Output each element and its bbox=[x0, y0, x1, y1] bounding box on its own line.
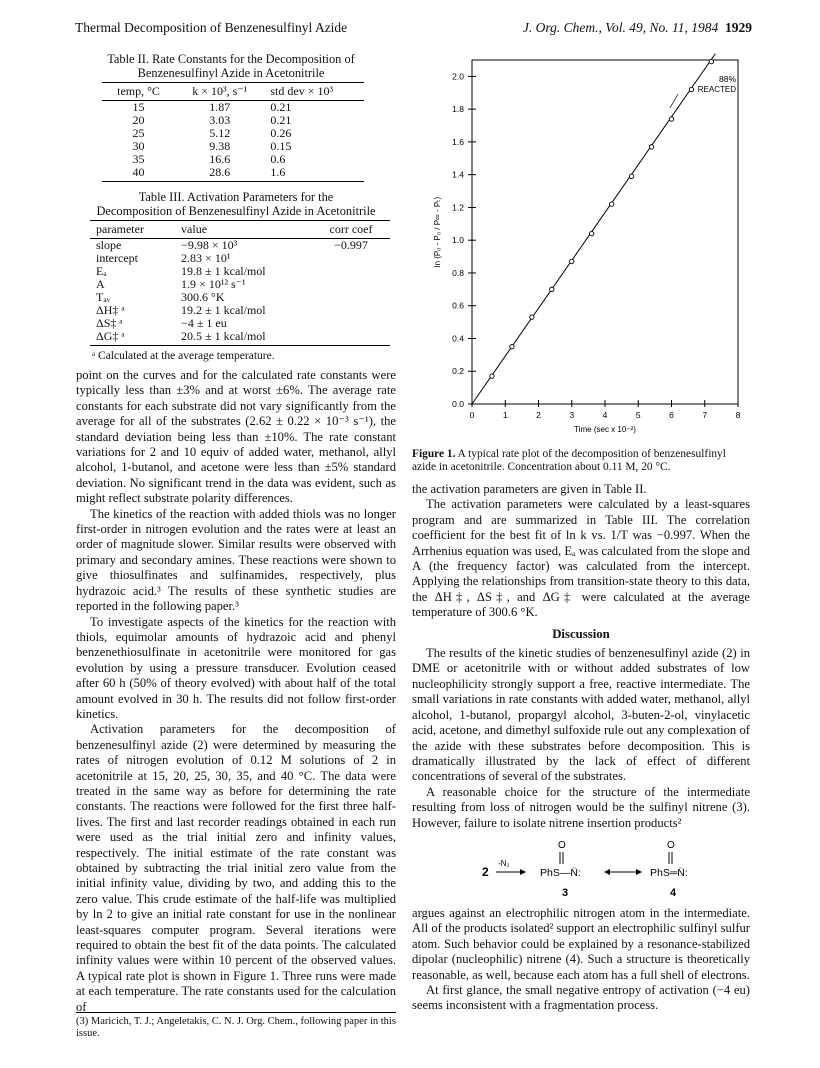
table-cell bbox=[312, 278, 390, 291]
table-cell: intercept bbox=[96, 251, 138, 265]
table-header-cell: value bbox=[175, 221, 312, 239]
table-cell: 0.21 bbox=[270, 100, 292, 114]
chart-annotation bbox=[670, 74, 736, 108]
x-tick-label: 8 bbox=[735, 410, 741, 420]
table-cell: ΔG‡ ᵃ bbox=[90, 330, 175, 346]
x-tick-label: 4 bbox=[602, 410, 608, 420]
table-cell: 1.87 bbox=[209, 100, 231, 114]
paragraph: A reasonable choice for the structure of the intermediate resulting from loss of nitrogen would be the sulfinyl nitrene (3). However, failure to isolate nitrene insertion products² bbox=[412, 784, 750, 830]
table-cell: 15 bbox=[132, 100, 145, 114]
table-3-footnote: ᵃ Calculated at the average temperature. bbox=[92, 350, 275, 362]
right-column-text-continued bbox=[412, 906, 750, 1014]
data-point bbox=[510, 344, 514, 348]
table-2-caption-line1: Table II. Rate Constants for the Decomposition of bbox=[107, 52, 355, 66]
data-point bbox=[709, 59, 713, 63]
scheme-reactant-2: 2 bbox=[482, 865, 489, 879]
table-2-grid bbox=[102, 82, 364, 182]
fit-line bbox=[472, 54, 715, 404]
plot-frame bbox=[472, 60, 738, 404]
table-cell: 1.9 × 10¹² s⁻¹ bbox=[181, 277, 246, 291]
scheme-structure-4: PhS═N̈: bbox=[650, 867, 688, 879]
chart-marks bbox=[472, 54, 715, 404]
x-tick-label: 5 bbox=[635, 410, 641, 420]
paragraph: argues against an electrophilic nitrogen atom in the intermediate. All of the products isolated² support an electrophilic sulfinyl sulfur atom. Such behavior could be explained by a resonance-stabilized dipolar (nucleophilic) nitrene (4). Such a structure is theoretically reasonable, as well, because each atom has a full shell of electrons. bbox=[412, 906, 750, 982]
y-tick-label: 2.0 bbox=[452, 71, 464, 82]
table-row bbox=[90, 278, 390, 291]
annotation-text: REACTED bbox=[697, 85, 736, 94]
table-cell: Tₐᵥ bbox=[96, 290, 111, 304]
table-header-cell: k × 10³, s⁻¹ bbox=[175, 83, 264, 101]
table-cell: 35 bbox=[132, 152, 145, 166]
scheme-label-3: 3 bbox=[562, 887, 569, 899]
y-tick-label: 1.2 bbox=[452, 202, 464, 213]
scheme-arrowhead bbox=[604, 869, 610, 875]
y-tick-label: 1.4 bbox=[452, 169, 464, 180]
scheme-structure-3: PhS—N̈: bbox=[540, 867, 581, 879]
table-3-caption-line2: Decomposition of Benzenesulfinyl Azide in Acetonitrile bbox=[96, 204, 376, 218]
chart-ticks bbox=[433, 71, 741, 434]
left-column-text bbox=[76, 368, 396, 1015]
x-tick-label: 3 bbox=[569, 410, 575, 420]
paragraph: At first glance, the small negative entropy of activation (−4 eu) seems inconsistent with a fragmentation process. bbox=[412, 983, 750, 1013]
y-axis-label: ln (Pₒ - P₀ / P∞ - Pₜ) bbox=[433, 196, 442, 268]
y-tick-label: 0.8 bbox=[452, 267, 464, 278]
table-header-cell: temp, °C bbox=[102, 83, 175, 101]
table-cell: −0.997 bbox=[334, 238, 368, 252]
table-cell: 30 bbox=[132, 139, 145, 153]
table-cell: −4 ± 1 eu bbox=[181, 316, 227, 330]
table-2 bbox=[76, 52, 386, 182]
table-cell: ΔS‡ ᵃ bbox=[96, 316, 123, 330]
table-row bbox=[90, 330, 390, 346]
scheme-arrowhead bbox=[636, 869, 642, 875]
paragraph: The activation parameters were calculated by a least-squares program and are summarized in Table III. The correlation coefficient for the best fit of ln k vs. 1/T was −0.997. When the Arrhenius equation was used, Eₐ was calculated from the slope and A (the frequency factor) was calculated from the intercept. Applying the relationships from transition-state theory to this data, the ΔH‡, ΔS‡, and ΔG‡ were calculated at the average temperature of 300.6 °K. bbox=[412, 497, 750, 620]
table-3-grid bbox=[90, 220, 390, 346]
scheme-arrow-label: -N₂ bbox=[498, 859, 510, 868]
data-point bbox=[570, 259, 574, 263]
table-cell: 300.6 °K bbox=[181, 290, 225, 304]
table-row bbox=[102, 166, 364, 182]
table-cell bbox=[312, 265, 390, 278]
table-cell: 16.6 bbox=[209, 152, 231, 166]
table-cell bbox=[312, 330, 390, 346]
table-header-cell: std dev × 10³ bbox=[264, 83, 364, 101]
table-cell: 0.15 bbox=[270, 139, 292, 153]
table-cell: 3.03 bbox=[209, 113, 231, 127]
table-3-caption bbox=[76, 190, 396, 218]
table-cell: 19.2 ± 1 kcal/mol bbox=[181, 303, 266, 317]
figure-1-caption bbox=[412, 448, 750, 474]
running-header: Thermal Decomposition of Benzenesulfinyl Azide bbox=[75, 20, 348, 35]
table-3-caption-line1: Table III. Activation Parameters for the bbox=[138, 190, 334, 204]
table-cell bbox=[312, 291, 390, 304]
footnote: (3) Maricich, T. J.; Angeletakis, C. N. J. Org. Chem., following paper in this issue. bbox=[76, 1016, 396, 1039]
table-cell: −9.98 × 10³ bbox=[181, 238, 238, 252]
table-cell: 9.38 bbox=[209, 139, 231, 153]
table-header-cell: corr coef bbox=[312, 221, 390, 239]
paragraph: point on the curves and for the calculated rate constants were typically less than ±3% and at worst ±6%. The average rate constants for each substrate did not vary significantly from the average for all of the substrates (2.62 ± 0.22 × 10⁻³ s⁻¹), the standard deviation being less than ±10%. The rate constant variations for 2 and 10 equiv of added water, methanol, allyl alcohol, 1-butanol, and acetone were less than ±5% standard deviation. No significant trend in the data was evident, such as might reflect substrate polarity differences. bbox=[76, 368, 396, 506]
figure-1-chart bbox=[420, 52, 750, 444]
data-point bbox=[609, 202, 613, 206]
x-tick-label: 7 bbox=[702, 410, 708, 420]
table-3 bbox=[76, 190, 396, 362]
table-row bbox=[90, 239, 390, 253]
data-point bbox=[669, 117, 673, 121]
table-cell bbox=[312, 317, 390, 330]
table-cell: 20.5 ± 1 kcal/mol bbox=[175, 330, 312, 346]
annotation-text: 88% bbox=[718, 74, 736, 84]
data-point bbox=[689, 87, 693, 91]
table-2-caption-line2: Benzenesulfinyl Azide in Acetonitrile bbox=[137, 66, 325, 80]
y-tick-label: 0.2 bbox=[452, 366, 464, 377]
table-cell: 19.8 ± 1 kcal/mol bbox=[181, 264, 266, 278]
x-tick-label: 0 bbox=[469, 410, 475, 420]
table-cell: slope bbox=[96, 238, 122, 252]
data-point bbox=[590, 231, 594, 235]
journal-citation bbox=[523, 20, 752, 36]
chemical-scheme bbox=[470, 836, 730, 902]
paragraph: To investigate aspects of the kinetics for the reaction with thiols, equimolar amounts of hydrazoic acid and phenyl benzenethiosulfinate in acetonitrile were monitored for gas evolution by using a pressure transducer. Evolution ceased after 60 h (50% of theory evolved) with about half of the total amount evolved in 30 h. The results did not follow first-order kinetics. bbox=[76, 614, 396, 721]
y-tick-label: 1.8 bbox=[452, 104, 464, 115]
data-point bbox=[530, 315, 534, 319]
table-cell: Eₐ bbox=[96, 264, 107, 278]
table-cell: 1.6 bbox=[264, 166, 364, 182]
table-cell: 0.26 bbox=[270, 126, 292, 140]
table-cell: 2.83 × 10¹ bbox=[181, 251, 231, 265]
table-row bbox=[102, 101, 364, 115]
figure-caption-text: A typical rate plot of the decomposition of benzenesulfinyl azide in acetonitrile. Concentration about 0.11 M, 20 °C. bbox=[412, 448, 726, 473]
scheme-oxygen-4: O bbox=[667, 840, 675, 851]
y-tick-label: 1.0 bbox=[452, 235, 464, 246]
table-cell: A bbox=[96, 277, 105, 291]
data-point bbox=[490, 374, 494, 378]
table-cell: ΔH‡ ᵃ bbox=[96, 303, 125, 317]
table-cell: 40 bbox=[102, 166, 175, 182]
y-tick-label: 1.6 bbox=[452, 136, 464, 147]
table-cell: 25 bbox=[132, 126, 145, 140]
data-point bbox=[649, 145, 653, 149]
table-row bbox=[90, 304, 390, 317]
x-axis-label: Time (sec x 10⁻²) bbox=[574, 425, 636, 434]
table-cell: 0.21 bbox=[270, 113, 292, 127]
table-cell: 0.6 bbox=[270, 152, 286, 166]
table-header-cell: parameter bbox=[90, 221, 175, 239]
y-tick-label: 0.0 bbox=[452, 399, 464, 409]
section-heading-discussion: Discussion bbox=[552, 626, 610, 641]
table-cell: 20 bbox=[132, 113, 145, 127]
y-tick-label: 0.6 bbox=[452, 300, 464, 311]
x-tick-label: 2 bbox=[536, 410, 541, 420]
chart-axes bbox=[472, 60, 738, 404]
annotation-pointer bbox=[670, 94, 678, 108]
page-number: 1929 bbox=[725, 20, 752, 35]
data-point bbox=[550, 287, 554, 291]
x-tick-label: 6 bbox=[669, 410, 674, 420]
table-cell: 5.12 bbox=[209, 126, 231, 140]
x-tick-label: 1 bbox=[502, 410, 508, 420]
paragraph: The results of the kinetic studies of benzenesulfinyl azide (2) in DME or acetonitrile with or without added substrates of low nucleophilicity strongly support a free, reactive intermediate. The small variations in rate constants with added water, methanol, allyl alcohol, 1-butanol, propargyl alcohol, 3-buten-2-ol, vinylacetic acid, acetone, and dimethyl sulfoxide rule out any complexation of the azide with these substrates before decomposition. This is dramatically illustrated by the lack of effect of different concentrations of several of the substrates. bbox=[412, 646, 750, 784]
scheme-arrowhead bbox=[520, 869, 526, 875]
paragraph: the activation parameters are given in Table II. bbox=[412, 482, 647, 496]
data-point bbox=[629, 174, 633, 178]
figure-label: Figure 1. bbox=[412, 448, 456, 460]
journal-name: J. Org. Chem., Vol. 49, No. 11, 1984 bbox=[522, 20, 719, 35]
table-cell bbox=[312, 304, 390, 317]
y-tick-label: 0.4 bbox=[452, 333, 464, 344]
table-2-caption bbox=[76, 52, 386, 80]
paragraph: The kinetics of the reaction with added thiols was no longer first-order in nitrogen evolution and the rates were at least an order of magnitude slower. Similar results were observed with primary and secondary amines. These reactions were shown to give thiosulfinates and sulfinamides, respectively, plus hydrazoic acid.³ The results of these synthetic studies are reported in the following paper.³ bbox=[76, 506, 396, 614]
scheme-oxygen-3: O bbox=[558, 840, 566, 851]
paragraph: Activation parameters for the decomposition of benzenesulfinyl azide (2) were determined by measuring the rates of nitrogen evolution of 0.12 M solutions of 2 in acetonitrile at 15, 20, 25, 30, 35, and 40 °C. The data were treated in the same way as before for determining the rate constants. The reactions were followed for the first three half-lives. The first and last recorder readings obtained in each run were used as the trial initial zero and infinity values, respectively. The initial estimate of the rate constant was obtained by subtracting the trial initial zero value from the initial infinity value, dividing by two, and adding this to the zero value. This crude estimate of the half-life was multiplied by ln 2 to give an initial rate constant for use in the nonlinear least-squares computer program. Several iterations were required to obtain the best fit of the data points. The calculated infinity values were within 10 percent of the observed values. A typical rate plot is shown in Figure 1. Three runs were made at each temperature. The rate constants used for the calculation of bbox=[76, 722, 396, 1014]
table-cell: 28.6 bbox=[175, 166, 264, 182]
footnote-rule bbox=[76, 1012, 396, 1013]
table-cell bbox=[312, 252, 390, 265]
scheme-label-4: 4 bbox=[670, 887, 677, 899]
right-column-text bbox=[412, 482, 750, 831]
